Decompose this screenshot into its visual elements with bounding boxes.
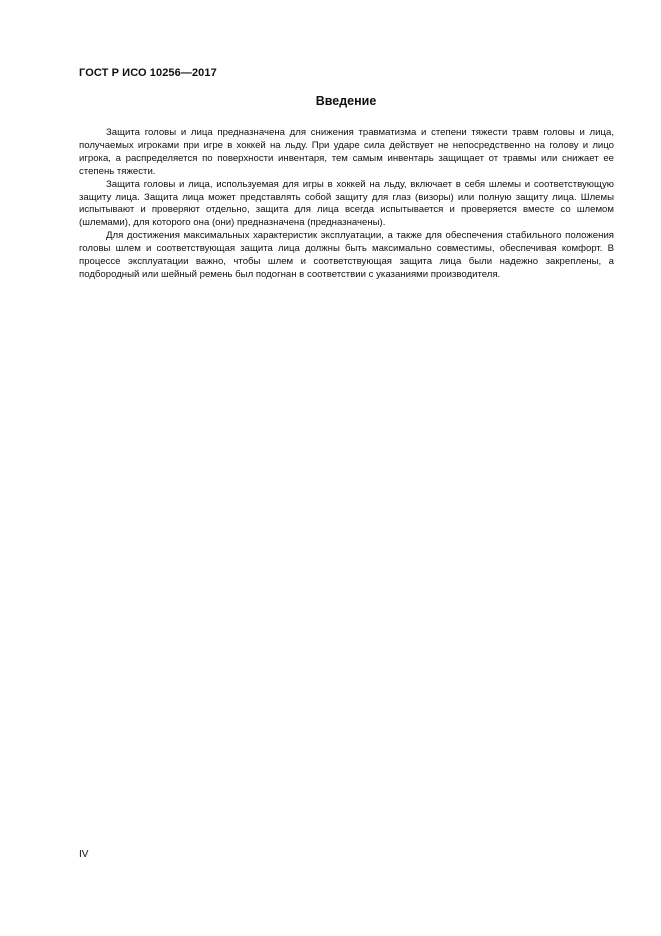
paragraph-3: Для достижения максимальных характеристик эксплуатации, а также для обеспечения стабильного положения головы шлем и соответствующая защита лица должны быть максимально совместимы, обеспечивая комфорт. В процессе эксплуатации важно, чтобы шлем и соответствующая защита лица были надежно закреплены, а подбородный или шейный ремень был подогнан в соответствии с указаниями производителя.: [79, 230, 614, 280]
document-header-standard-id: ГОСТ Р ИСО 10256—2017: [79, 67, 217, 79]
paragraph-2: Защита головы и лица, используемая для игры в хоккей на льду, включает в себя шлемы и соответствующую защиту лица. Защита лица может представлять собой защиту для глаз (визоры) или полную защиту лица. Шлемы испытывают и проверяют отдельно, защита для лица всегда испытывается и проверяется вместе со шлемом (шлемами), для которого она (они) предназначена (предназначены).: [79, 178, 614, 229]
section-title: Введение: [315, 94, 377, 108]
paragraph-1: Защита головы и лица предназначена для снижения травматизма и степени тяжести травм головы и лица, получаемых игроками при игре в хоккей на льду. При ударе сила действует не непосредственно на голову и лицо игрока, а распределяется по поверхности инвентаря, тем самым инвентарь защищает от травмы или снижает ее степень тяжести.: [79, 127, 614, 177]
page-number: IV: [79, 849, 89, 860]
section-body: [79, 127, 614, 282]
